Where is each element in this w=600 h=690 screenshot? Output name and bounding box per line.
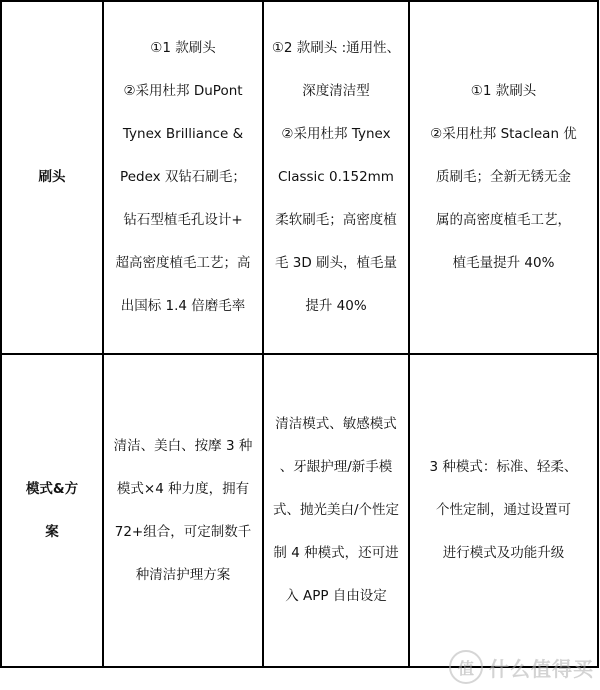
cell-modes-product-2: 清洁模式、敏感模式 、牙龈护理/新手模 式、抛光美白/个性定 制 4 种模式，还可进 入 APP 自由设定	[263, 354, 409, 667]
cell-brush-head-product-2: ①2 款刷头 :通用性、 深度清洁型 ②采用杜邦 Tynex Classic 0.152mm 柔软刷毛；高密度植 毛 3D 刷头，植毛量 提升 40%	[263, 1, 409, 354]
table-row-brush-head	[1, 1, 598, 354]
row-label-modes: 模式&方 案	[1, 354, 103, 667]
cell-modes-product-3: 3 种模式：标准、轻柔、 个性定制，通过设置可 进行模式及功能升级	[409, 354, 598, 667]
watermark-text: 什么值得买	[489, 656, 594, 681]
table-row-modes	[1, 354, 598, 667]
cell-brush-head-product-1: ①1 款刷头 ②采用杜邦 DuPont Tynex Brilliance & Pedex 双钻石刷毛； 钻石型植毛孔设计+ 超高密度植毛工艺；高 出国标 1.4 倍磨毛率	[103, 1, 263, 354]
row-label-brush-head: 刷头	[1, 1, 103, 354]
cell-modes-product-1: 清洁、美白、按摩 3 种 模式×4 种力度，拥有 72+组合，可定制数千 种清洁护理方案	[103, 354, 263, 667]
cell-brush-head-product-3: ①1 款刷头 ②采用杜邦 Staclean 优 质刷毛；全新无锈无金 属的高密度植毛工艺， 植毛量提升 40%	[409, 1, 598, 354]
watermark-logo-icon: 值	[449, 650, 483, 684]
watermark	[449, 650, 594, 684]
